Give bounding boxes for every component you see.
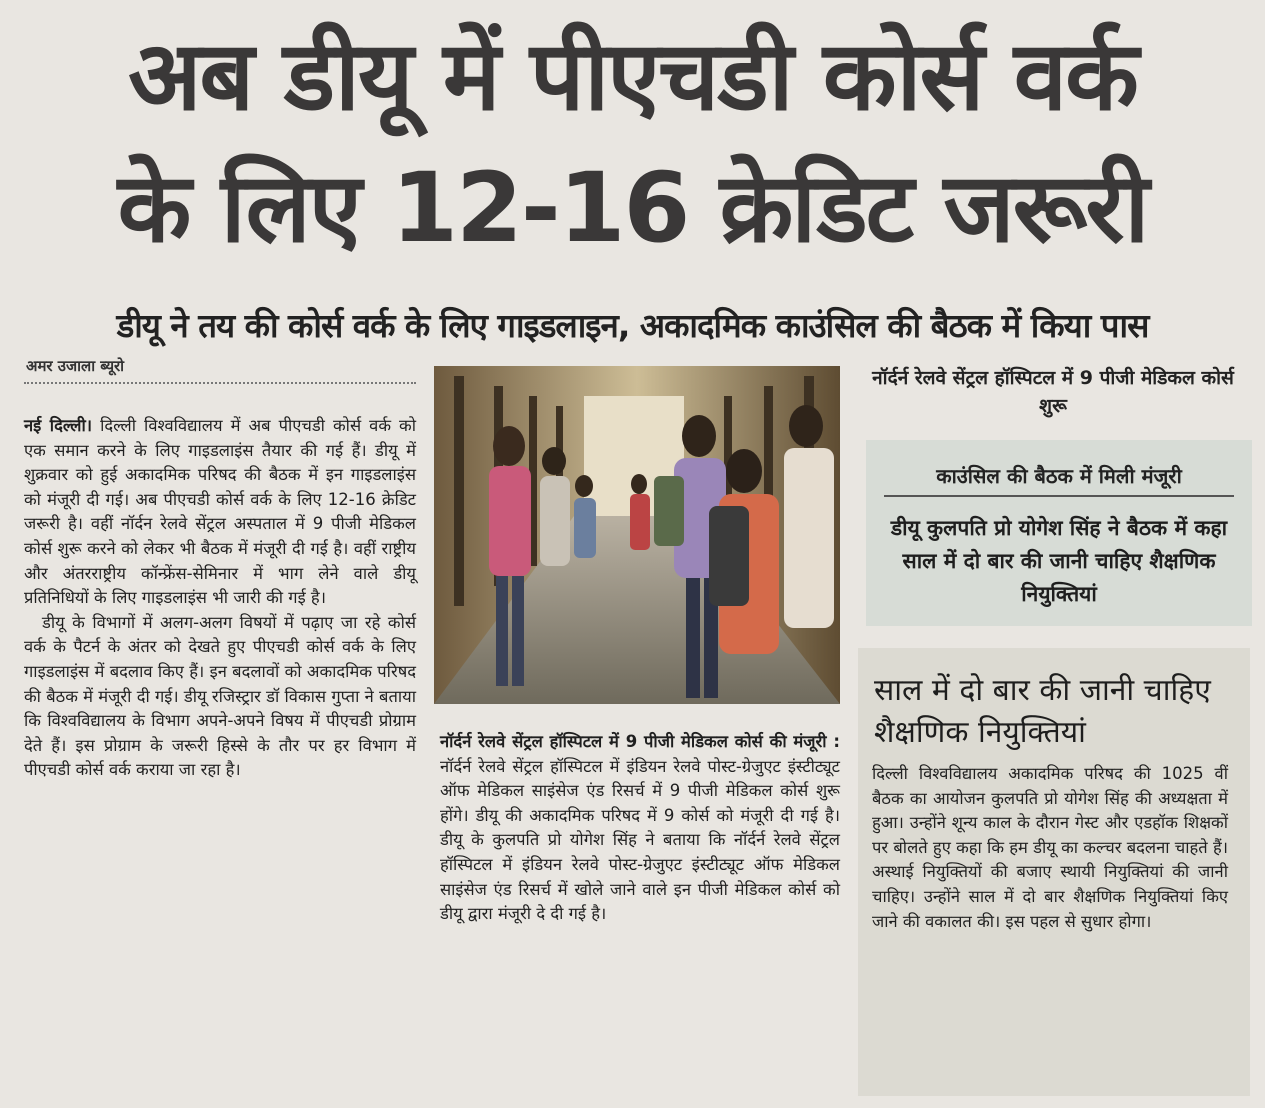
sidebar-story-title: साल में दो बार की जानी चाहिए शैक्षणिक नियुक्तियां xyxy=(874,673,1211,750)
column-2-paragraph xyxy=(440,730,840,927)
column-1-paragraph-2: डीयू के विभागों में अलग-अलग विषयों में पढ़ाए जा रहे कोर्स वर्क के पैटर्न के अंतर को देखते हुए पीएचडी कोर्स वर्क के लिए गाइडलाइंस में बदलाव किए हैं। इन बदलावों को अकादमिक परिषद की बैठक में मंजूरी दी गई। डीयू रजिस्ट्रार डॉ विकास गुप्ता ने बताया कि विश्वविद्यालय के विभाग अपने-अपने विषय में पीएचडी प्रोग्राम देते हैं। इस प्रोग्राम के जरूरी हिस्से के तौर पर हर विभाग में पीएचडी कोर्स वर्क कराया जा रहा है। xyxy=(24,612,416,780)
highlight-box xyxy=(866,440,1252,626)
column-1-para-1-text: दिल्ली विश्वविद्यालय में अब पीएचडी कोर्स वर्क को एक समान करने के लिए गाइडलाइंस तैयार की गई हैं। डीयू में शुक्रवार को हुई अकादमिक परिषद की बैठक में इन गाइडलाइंस को मंजूरी दी गई। अब पीएचडी कोर्स वर्क के लिए 12-16 क्रेडिट जरूरी है। वहीं नॉर्दन रेलवे सेंट्रल अस्पताल में 9 पीजी मेडिकल कोर्स शुरू करने को लेकर भी बैठक में मंजूरी दी गई है। वहीं राष्ट्रीय और अंतरराष्ट्रीय कॉन्फ्रेंस-सेमिनार में भाग लेने वाले डीयू प्रतिनिधियों के लिए गाइडलाइंस भी जारी की गई है। xyxy=(24,416,416,608)
sidebar-story-body xyxy=(872,762,1228,934)
byline: अमर उजाला ब्यूरो xyxy=(26,357,125,375)
sidebar-story-paragraph: दिल्ली विश्वविद्यालय अकादमिक परिषद की 1025 वीं बैठक का आयोजन कुलपति प्रो योगेश सिंह की अध्यक्षता में हुआ। उन्होंने शून्य काल के दौरान गेस्ट और एडहॉक शिक्षकों पर बोलते हुए कहा कि हम डीयू का कल्चर बदलना चाहते हैं। अस्थाई नियुक्तियों की बजाए स्थायी नियुक्तियां की जानी चाहिए। उन्होंने साल में दो बार शैक्षणिक नियुक्तियां किए जाने की वकालत की। इस पहल से सुधार होगा। xyxy=(872,764,1228,931)
students-corridor-photo xyxy=(434,366,840,704)
column-1-paragraph-1 xyxy=(24,414,416,611)
dateline: नई दिल्ली। xyxy=(24,416,92,435)
column-2-subhead: नॉर्दर्न रेलवे सेंट्रल हॉस्पिटल में 9 पीजी मेडिकल कोर्स की मंजूरी : xyxy=(440,732,840,751)
highlight-box-title: काउंसिल की बैठक में मिली मंजूरी xyxy=(884,462,1234,497)
highlight-box-text: डीयू कुलपति प्रो योगेश सिंह ने बैठक में कहा साल में दो बार की जानी चाहिए शैक्षणिक नियुक्तियां xyxy=(890,516,1228,606)
column-1 xyxy=(24,414,416,783)
headline-line-2: के लिए 12-16 क्रेडिट जरूरी xyxy=(117,152,1148,264)
subheadline: डीयू ने तय की कोर्स वर्क के लिए गाइडलाइन, अकादमिक काउंसिल की बैठक में किया पास xyxy=(116,306,1149,345)
news-photo xyxy=(434,366,840,704)
column-2-body: नॉर्दर्न रेलवे सेंट्रल हॉस्पिटल में इंडियन रेलवे पोस्ट-ग्रेजुएट इंस्टीट्यूट ऑफ मेडिकल साइंसेज एंड रिसर्च में 9 पीजी मेडिकल कोर्स शुरू होंगे। डीयू की अकादमिक परिषद में 9 कोर्स को मंजूरी दी गई है। डीयू के कुलपति प्रो योगेश सिंह ने बताया कि नॉर्दर्न रेलवे सेंट्रल हॉस्पिटल में इंडियन रेलवे पोस्ट-ग्रेजुएट इंस्टीट्यूट ऑफ मेडिकल साइंसेज एंड रिसर्च में खोले जाने वाले इन पीजी मेडिकल कोर्स को डीयू द्वारा मंजूरी दे दी गई है। xyxy=(440,756,840,924)
headline-line-1: अब डीयू में पीएचडी कोर्स वर्क xyxy=(128,20,1137,132)
byline-rule xyxy=(24,382,416,384)
column-2 xyxy=(440,730,840,927)
sidebar-headline: नॉर्दर्न रेलवे सेंट्रल हॉस्पिटल में 9 पीजी मेडिकल कोर्स शुरू xyxy=(872,367,1234,417)
